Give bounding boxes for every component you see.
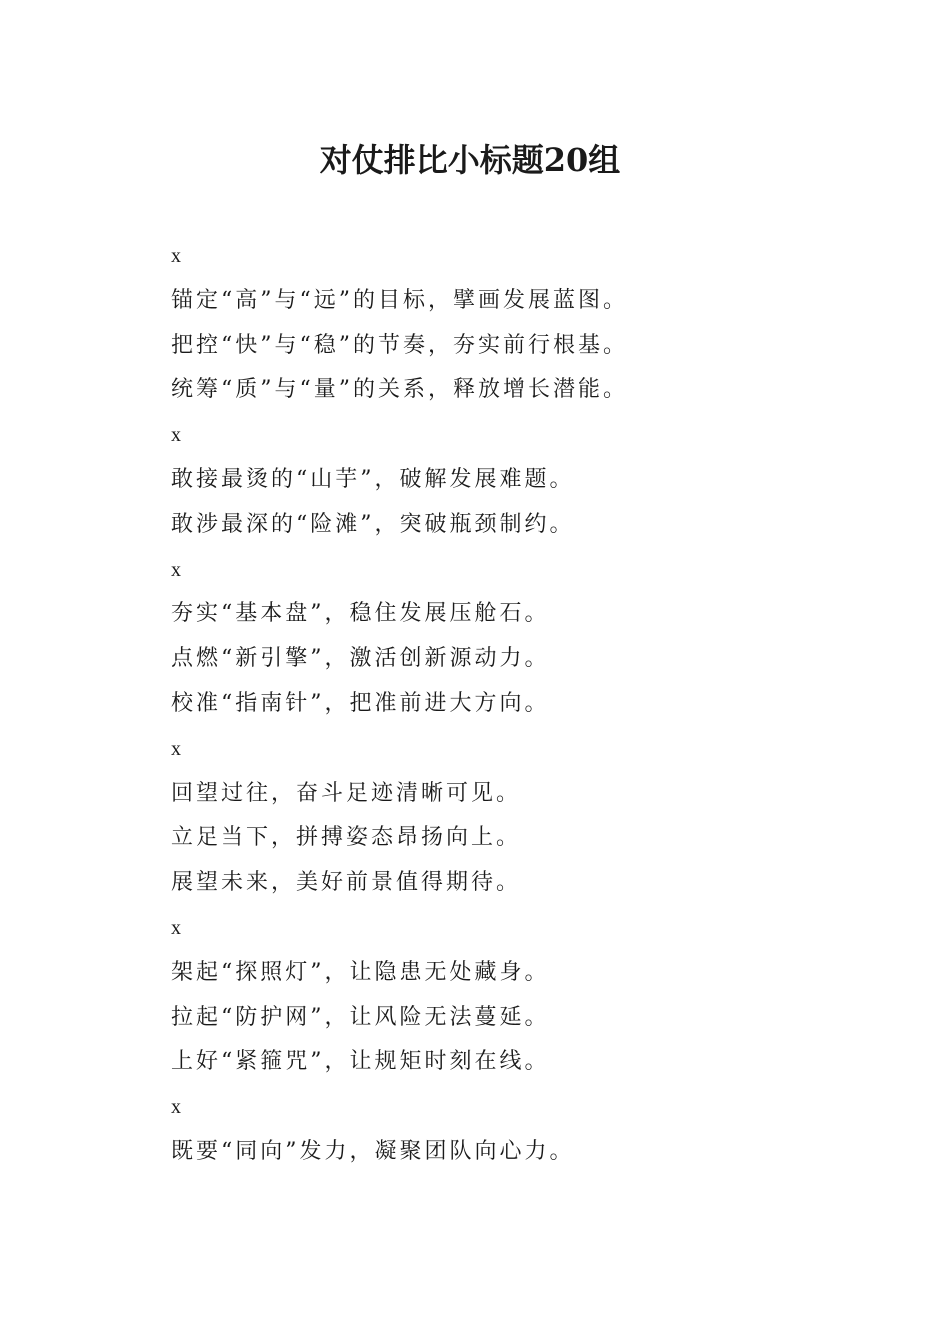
heading-line: 回望过往，奋斗足迹清晰可见。 xyxy=(171,780,522,806)
group-separator: x xyxy=(171,245,181,267)
heading-line: 立足当下，拼搏姿态昂扬向上。 xyxy=(171,825,522,851)
heading-line: 点燃“新引擎”，激活创新源动力。 xyxy=(171,646,550,672)
heading-line: 架起“探照灯”，让隐患无处藏身。 xyxy=(171,959,550,985)
document-body xyxy=(171,234,891,1175)
heading-line: 上好“紧箍咒”，让规矩时刻在线。 xyxy=(171,1049,550,1075)
heading-line: 统筹“质”与“量”的关系，释放增长潜能。 xyxy=(171,377,628,403)
heading-line: 敢涉最深的“险滩”，突破瓶颈制约。 xyxy=(171,511,575,537)
heading-line: 既要“同向”发力，凝聚团队向心力。 xyxy=(171,1138,575,1164)
group-separator: x xyxy=(171,916,181,939)
heading-line: 锚定“高”与“远”的目标，擘画发展蓝图。 xyxy=(171,287,628,313)
heading-line: 拉起“防护网”，让风险无法蔓延。 xyxy=(171,1004,550,1030)
heading-line: 展望未来，美好前景值得期待。 xyxy=(171,870,522,896)
heading-line: 敢接最烫的“山芋”，破解发展难题。 xyxy=(171,466,575,492)
heading-line: 校准“指南针”，把准前进大方向。 xyxy=(171,690,550,716)
heading-line: 夯实“基本盘”，稳住发展压舱石。 xyxy=(171,601,550,627)
group-separator: x xyxy=(171,424,181,447)
group-separator: x xyxy=(171,737,181,760)
group-separator: x xyxy=(171,1096,181,1119)
document-title: 对仗排比小标题20组 xyxy=(319,141,621,179)
heading-line: 把控“快”与“稳”的节奏，夯实前行根基。 xyxy=(171,332,628,358)
group-separator: x xyxy=(171,558,181,581)
